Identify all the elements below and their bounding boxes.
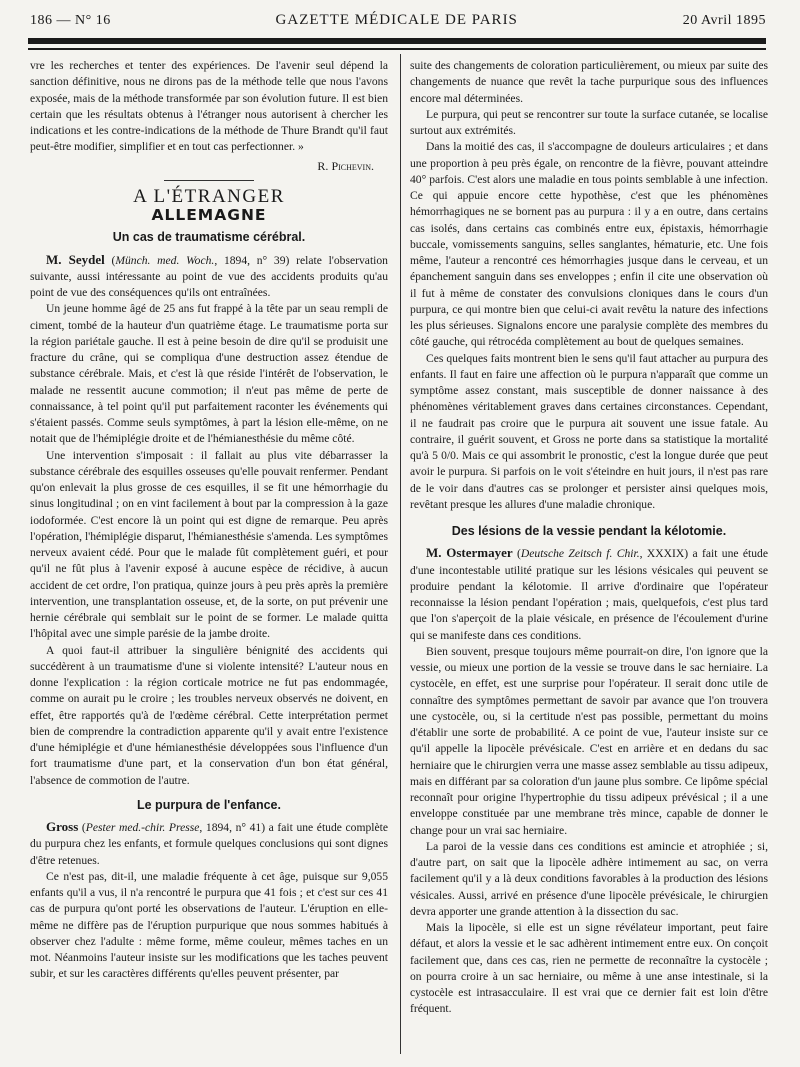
section-title: A L'ÉTRANGER [133,185,285,207]
country-heading: ALLEMAGNE [151,206,267,224]
issue-date: 20 Avril 1895 [682,13,766,28]
journal-title: GAZETTE MÉDICALE DE PARIS [275,12,518,28]
signature-initial: R. [317,158,332,173]
paragraph: Ce n'est pas, dit-il, une maladie fréquente à cet âge, puisque sur 9,055 enfants qu'il a vus, il n'a rencontré le purpura que 41 fois ; et c'est sur ces 41 cas de purpura qu'ont porté les observations de l'auteur. L'éruption en elle-même ne diffère pas de l'éruption purpurique que nous sommes habitués à observer chez l'adulte : même forme, même couleur, mêmes taches en un mot. Néanmoins l'auteur insiste sur les modifications que les taches peuvent subir, et sur les caractères différents qu'elles peuvent présenter, par [30,869,388,981]
page-number: 186 — N° 16 [30,13,111,28]
reference-seydel: Münch. med. Woch. [115,253,215,267]
author-seydel: M. Seydel [46,251,105,267]
header-rule-thin [28,48,766,50]
article-title-vessie: Des lésions de la vessie pendant la kélotomie. [451,524,727,538]
article-title-purpura: Le purpura de l'enfance. [137,797,281,812]
paragraph: A quoi faut-il attribuer la singulière bénignité des accidents qui succédèrent à un traumatisme d'une si violente intensité? L'auteur nous en donne l'explication : la région corticale motrice ne fut pas endommagée, comme on aurait pu le croire ; les troubles nerveux observés ne doivent, en effet, être rapportés qu'à de l'œdème cérébral. Cette interprétation permet bien de comprendre la contradiction apparente qu'il y avait entre l'existence d'une hémiplégie et d'une hémianesthésie développées sous l'influence d'un fort traumatisme d'une part, et la conservation d'un bon état général, l'absence de commotion de l'autre. [30,643,388,787]
reference-gross: Pester med.-chir. Presse [85,821,200,834]
left-column [30,58,388,983]
article-lead-ostermayer: M. Ostermayer (Deutsche Zeitsch f. Chir., XXXIX) a fait une étude d'une incontestable utilité pratique sur les lésions vésicales qui peuvent se produire pendant la kélotomie. Il arrive d'ordinaire que l'opérateur reconnaisse la lésion pendant l'opération ; mais, quelquefois, c'est plus tard que l'on s'aperçoit de la plaie vésicale, en présence de l'écoulement d'urine qui se manifeste dans ces conditions. [410,545,769,642]
paragraph: Dans la moitié des cas, il s'accompagne de douleurs articulaires ; et dans une proportion à peu près égale, on rencontre de la fièvre, pouvant atteindre 40° parfois. C'est alors une maladie en tous points semblable à une infection. Ce qui appuie encore cette hypothèse, c'est que les phénomènes hémorrhagiques ne se bornent pas au purpura : il y a en outre, dans certains cas isolés, dans certains cas combinés entre eux, épistaxis, hémorrhagie buccale, vomissements sanguins, selles sanglantes, hématurie, etc. Une fois même, l'auteur a rencontré ces hémorrhagies jusque dans le cerveau, et un épanchement sanguin dans ses enveloppes ; enfin il cite une observation où il fut à même de constater des convulsions cloniques dans le cours d'un purpura, ce qui montre bien que celui-ci avait revêtu la nature des infections les plus sérieuses. Signalons encore une paralysie complète des membres du côté gauche, qui rétrocéda complètement au bout de quelques semaines. [410,140,768,349]
paragraph: Bien souvent, presque toujours même pourrait-on dire, l'on ignore que la vessie, ou mieux une portion de la vessie se trouve dans le sac herniaire. La cystocèle, en effet, est une surprise pour l'opérateur. Il serait donc utile de connaître des symptômes permettant de savoir par avance que l'on trouvera une cystocèle, ou, si la certitude n'est pas possible, permettant du moins d'établir une sorte de probabilité. A ce point de vue, l'auteur insiste sur ce qu'il appelle la lipocèle prévésicale. C'est en arrière et en dedans du sac herniaire que le chirurgien verra une masse assez semblable au tissu adipeux, mais en différant par sa coloration d'un jaune plus sombre. Ce lipôme spécial reconnaît pour origine l'hypertrophie du tissu adipeux prévésical ; il a une enveloppe constituée par une membrane très mince, capable de donner le change pour un vrai sac herniaire. [410,644,768,837]
author-ostermayer: M. Ostermayer [426,545,513,561]
section-divider [164,180,254,181]
paragraph: Ces quelques faits montrent bien le sens qu'il faut attacher au purpura des enfants. Il faut en faire une affection où le purpura n'apparaît que comme un symptôme assez constant, mais susceptible de donner naissance à des phénomènes véritablement graves dans certaines circonstances. Cependant, il ne faudrait pas croire que le purpura ait souvent une issue fatale. Au contraire, il guérit souvent, et Gross ne porte dans sa statistique la mortalité qu'à 5 0/0. Mais ce qui assombrit le pronostic, c'est la longue durée que peut avoir le purpura. Si parfois on le voit s'éteindre en huit jours, il n'est pas rare de le voir dans d'autres cas se prolonger et persister ainsi quelques mois, revêtant presque les allures d'une maladie chronique. [410,351,768,511]
paragraph: Une intervention s'imposait : il fallait au plus vite débarrasser la substance cérébrale des esquilles osseuses qu'elle pouvait renfermer. Pendant qu'on enlevait la plus grosse de ces esquilles, il se fit une hémorrhagie du sinus longitudinal ; on en vint facilement à bout par la compression à la gaze iodoformée. C'est encore là un point qui est digne de remarque. Peu après l'opération, l'hémiplégie disparut, l'hémianesthésie s'amenda. Les symptômes nerveux avaient cédé. Pour que le malade fût complètement guéri, et pour qu'il ne fût plus à l'avenir exposé à aucune espèce de récidive, à aucun accident de cet ordre, l'on pratiqua, quinze jours à peu près après la première intervention, une transplantation osseuse, et, de la sorte, on put prévenir une hernie cérébrale qui semblait sur le point de se former. Le malade quitta l'hôpital avec une simple parésie de la jambe droite. [30,448,388,641]
paragraph: suite des changements de coloration particulièrement, ou mieux par suite des changements de nuance que revêt la tache purpurique sous des influences encore mal déterminées. [410,59,768,105]
signature [30,158,374,174]
article-lead-gross: Gross (Pester med.-chir. Presse, 1894, n° 41) a fait une étude complète du purpura chez les enfants, et formule quelques conclusions qui sont dignes d'être retenues. [30,819,389,867]
header-rule-thick [28,38,766,44]
signature-name: Pichevin. [331,158,374,173]
article-title-traumatisme: Un cas de traumatisme cérébral. [112,230,306,245]
running-header [30,12,766,34]
author-gross: Gross [46,819,79,834]
column-divider [400,54,401,1054]
paragraph: Le purpura, qui peut se rencontrer sur toute la surface cutanée, se localise surtout aux extrémités. [410,107,768,137]
paragraph: La paroi de la vessie dans ces conditions est amincie et atrophiée ; si, d'autre part, on sait que la lipocèle adhère intimement au sac, on verra facilement qu'il y a là deux conditions favorables à la production des lésions vésicales. Aussi, arrivé en présence d'une lipocèle prévésicale, le chirurgien devra apporter une grande attention à la dissection du sac. [410,839,768,918]
reference-ostermayer: Deutsche Zeitsch f. Chir. [520,547,640,561]
article-lead-seydel: M. Seydel (Münch. med. Woch., 1894, n° 39) relate l'observation suivante, aussi intéressante au point de vue des accidents produits qu'au point de vue des conséquences qu'ils ont entraînées. [30,251,388,299]
paragraph: Un jeune homme âgé de 25 ans fut frappé à la tête par un seau rempli de ciment, tombé de la hauteur d'un quatrième étage. Le traumatisme porta sur la région pariétale gauche. Il est à peine besoin de dire qu'il se produisit une fracture du crâne, qui se compliqua d'une destruction assez étendue de substance cérébrale. Mais, et c'est là que réside l'intérêt de l'observation, le malade ne ressentit aucune commotion; il n'eut pas même de perte de connaissance, à tel point qu'il put parfaitement raconter les événements qui s'étaient passés. Comme seuls symptômes, à part la lésion elle-même, on ne notait que de l'hémiplégie droite et de l'hémianesthésie du même côté. [30,302,388,446]
right-column [410,58,768,1018]
paragraph: Mais la lipocèle, si elle est un signe révélateur important, peut faire défaut, et alors la vessie et le sac adhèrent intimement entre eux. On conçoit facilement que, dans ces cas, rien ne permette de reconnaître la cystocèle ; on pourra croire à un sac herniaire, ou même à une anse intestinale, si la cystocèle est intrasacculaire. Il est vrai que ce dernier fait est loin d'être fréquent. [410,921,768,1016]
intro-paragraph: vre les recherches et tenter des expériences. De l'avenir seul dépend la sanction définitive, nous ne dirons pas de la méthode telle que nous l'avons exposée, mais de la méthode transformée par son évolution future. Il est bien certain que les résultats obtenus à l'étranger nous autorisent à chercher les indications et les contre-indications de la méthode de Thure Brandt qu'il faut peut-être modifier, simplifier et en tout cas perfectionner. » [30,59,388,154]
